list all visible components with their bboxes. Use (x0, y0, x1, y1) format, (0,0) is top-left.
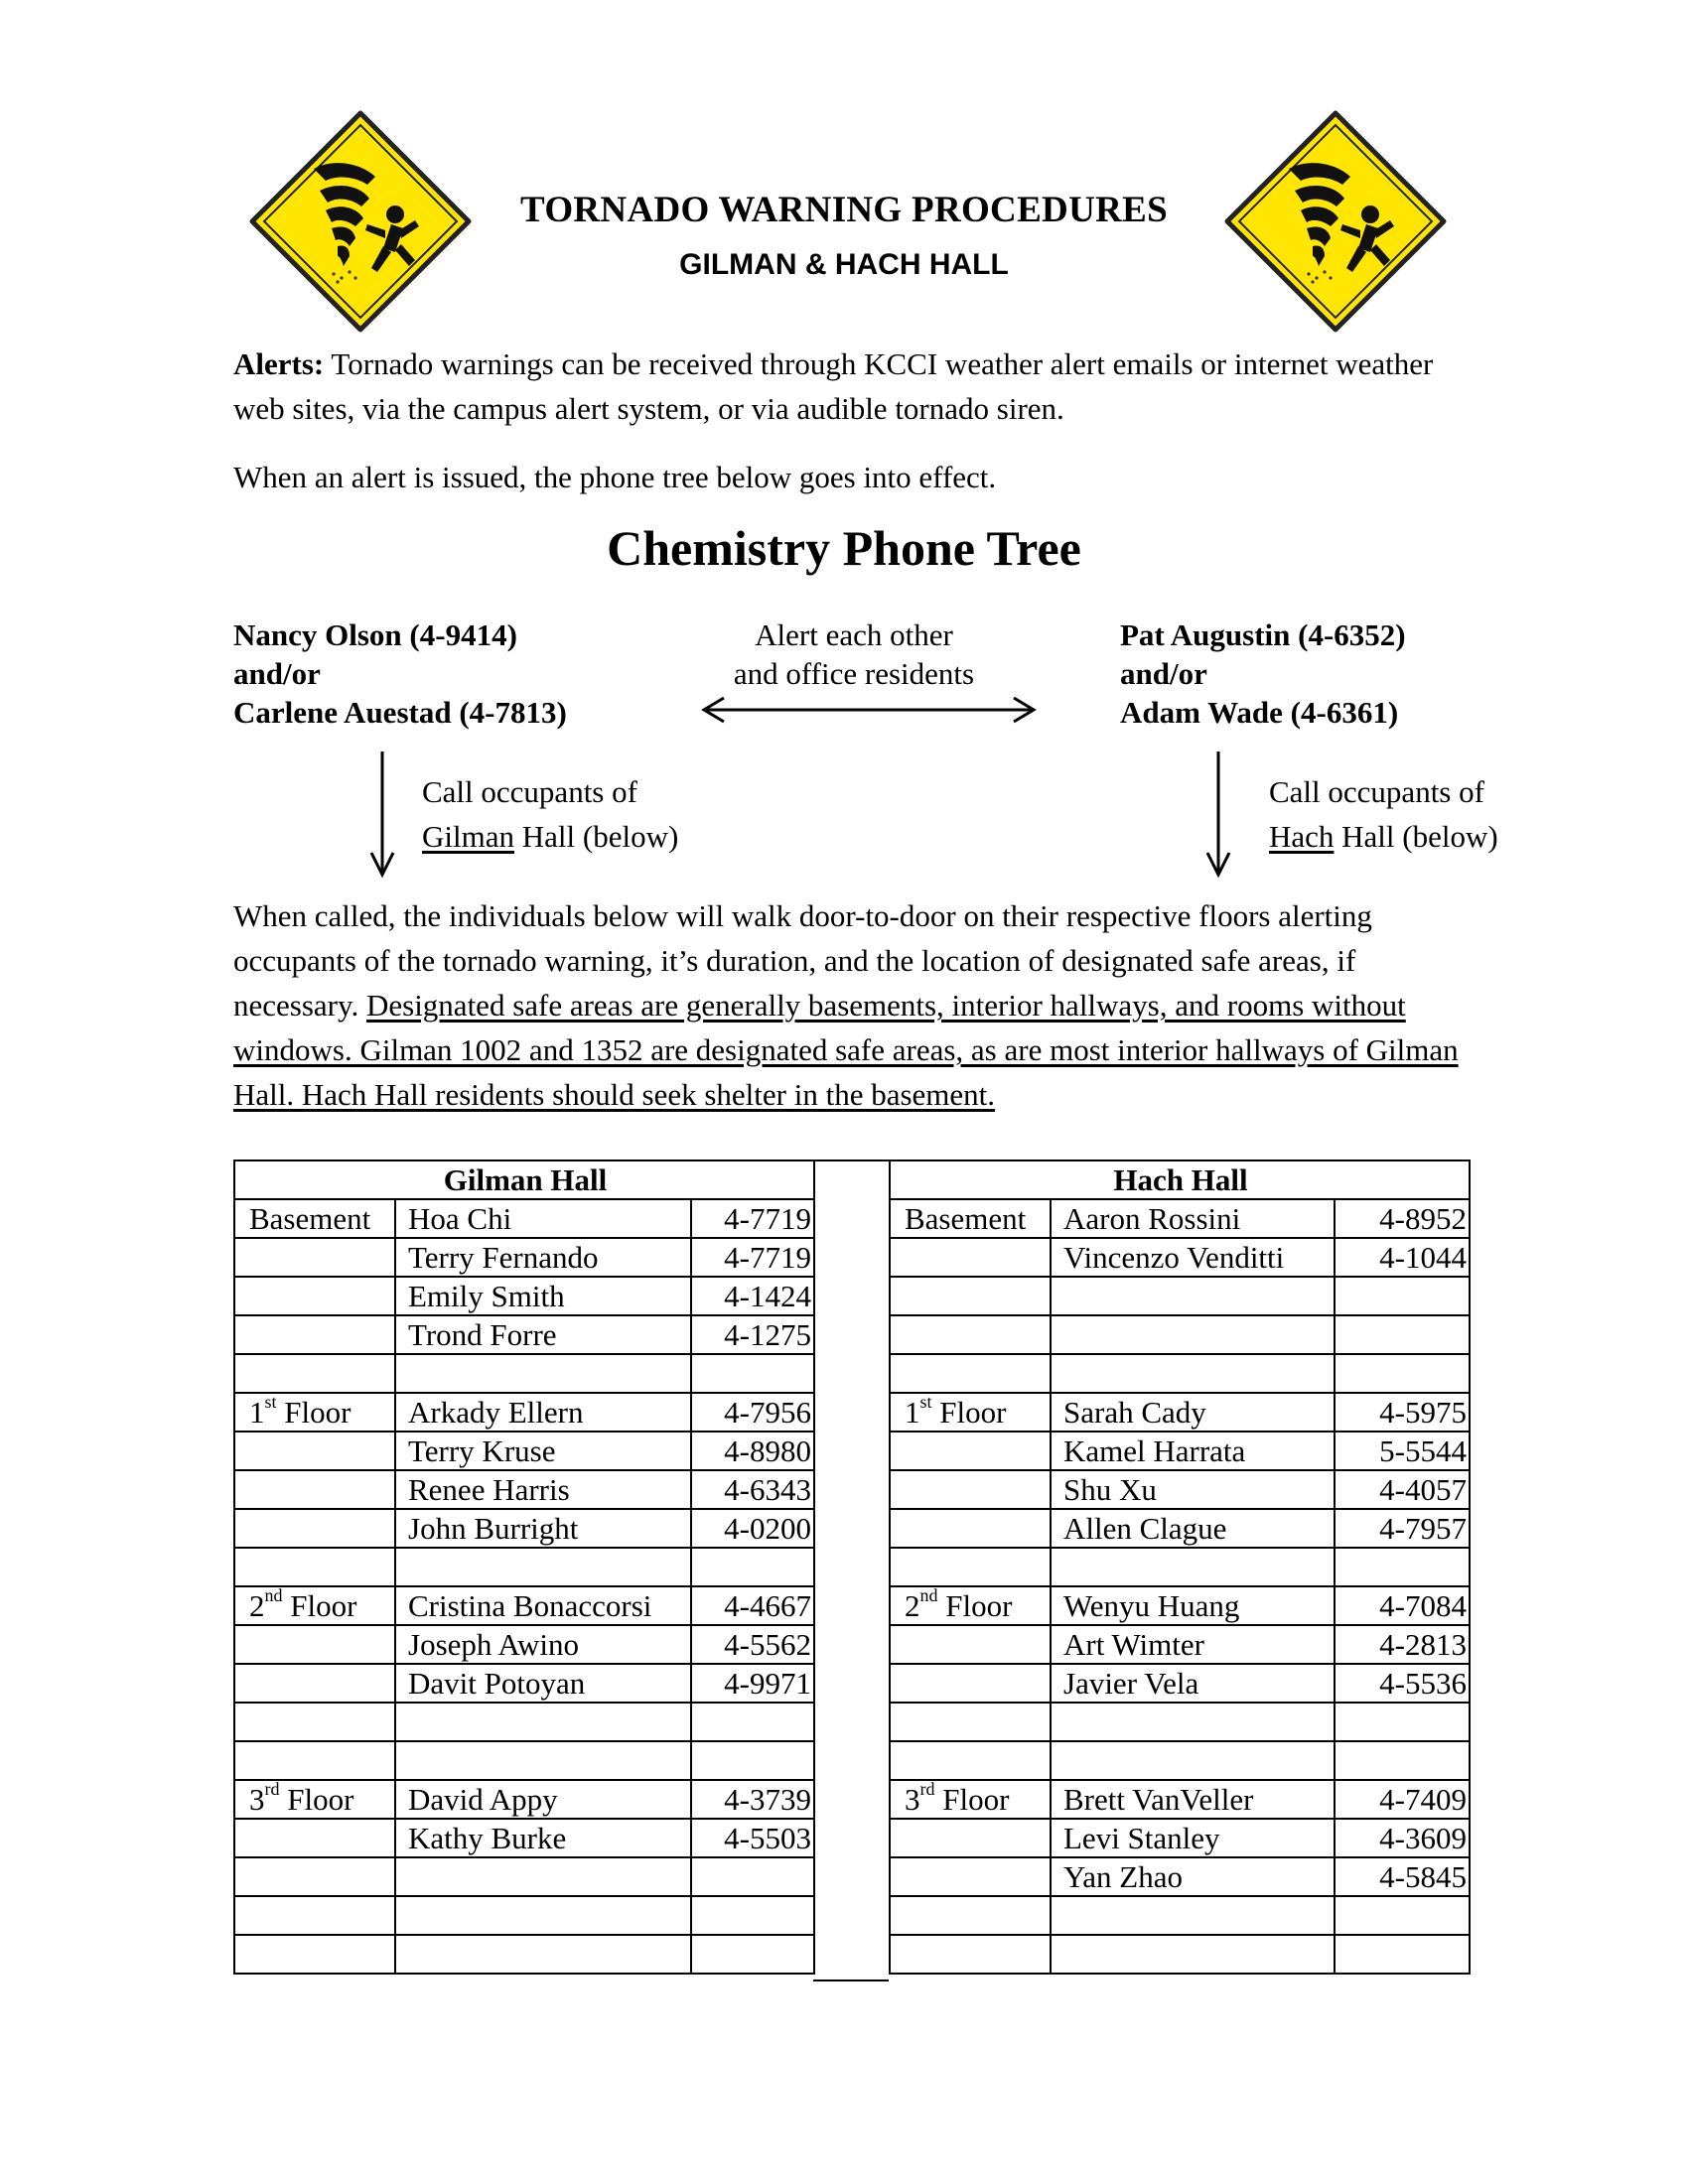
table-row (234, 1664, 814, 1703)
floor-suffix: Floor (276, 1395, 352, 1430)
name-cell: Vincenzo Venditti (1051, 1238, 1335, 1277)
table-row (234, 1625, 814, 1664)
table-row (890, 1664, 1470, 1703)
phone-cell (691, 1741, 814, 1780)
table-row (890, 1586, 1470, 1625)
right-call-rest: Hall (below) (1334, 819, 1498, 854)
name-cell: Art Wimter (1051, 1625, 1335, 1664)
name-cell: Renee Harris (395, 1470, 691, 1509)
phone-cell (1335, 1896, 1470, 1935)
table-row (234, 1509, 814, 1548)
floor-cell (234, 1199, 395, 1238)
floor-ordinal: rd (264, 1778, 280, 1799)
table-row (890, 1509, 1470, 1548)
table-row (890, 1896, 1470, 1935)
floor-cell (234, 1277, 395, 1315)
phone-cell: 4-1044 (1335, 1238, 1470, 1277)
name-cell: Arkady Ellern (395, 1393, 691, 1432)
alerts-text: Tornado warnings can be received through KCCI weather alert emails or internet weather web sites, via the campus alert system, or via audible tornado siren. (233, 346, 1434, 426)
name-cell: David Appy (395, 1780, 691, 1819)
page-subtitle: GILMAN & HACH HALL (679, 248, 1009, 281)
floor-cell (234, 1315, 395, 1354)
table-row (234, 1393, 814, 1432)
instructions-plain: When called, the individuals below will walk door-to-door on their respective floors alerting occupants of the tornado warning, it’s duration, and the location of designated safe areas, if necessary. (233, 898, 1372, 1023)
table-row (234, 1277, 814, 1315)
floor-label: 2 (905, 1588, 920, 1623)
floor-cell (234, 1354, 395, 1393)
floor-label: Basement (905, 1201, 1027, 1236)
floor-cell (234, 1470, 395, 1509)
table-row (890, 1393, 1470, 1432)
name-cell: Aaron Rossini (1051, 1199, 1335, 1238)
phone-cell: 4-9971 (691, 1664, 814, 1703)
phone-cell: 4-5845 (1335, 1857, 1470, 1896)
table-row (234, 1238, 814, 1277)
floor-cell (890, 1509, 1051, 1548)
floor-cell (890, 1199, 1051, 1238)
phone-cell: 4-5503 (691, 1819, 814, 1857)
phone-cell (691, 1857, 814, 1896)
phone-cell: 4-5562 (691, 1625, 814, 1664)
table-row (890, 1315, 1470, 1354)
floor-cell (890, 1393, 1051, 1432)
alerts-paragraph (233, 341, 1484, 431)
alert-effect-text: When an alert is issued, the phone tree below goes into effect. (233, 460, 997, 494)
name-cell (1051, 1315, 1335, 1354)
phone-tree-title: Chemistry Phone Tree (607, 520, 1081, 576)
gilman-hall-table (233, 1160, 815, 1975)
down-arrow-icon-right (1203, 750, 1233, 879)
name-cell (1051, 1703, 1335, 1741)
left-call-note (422, 769, 678, 859)
floor-label: 1 (905, 1395, 920, 1430)
floor-cell (234, 1819, 395, 1857)
name-cell (395, 1703, 691, 1741)
table-row (890, 1548, 1470, 1586)
name-cell: Terry Kruse (395, 1432, 691, 1470)
name-cell: Kathy Burke (395, 1819, 691, 1857)
table-row (890, 1703, 1470, 1741)
phone-cell (1335, 1277, 1470, 1315)
phone-cell: 4-7719 (691, 1199, 814, 1238)
floor-cell (234, 1741, 395, 1780)
name-cell: Javier Vela (1051, 1664, 1335, 1703)
phone-cell: 5-5544 (1335, 1432, 1470, 1470)
name-cell (1051, 1277, 1335, 1315)
floor-cell (890, 1703, 1051, 1741)
alert-each-other-note (695, 615, 1013, 693)
instructions-paragraph (233, 893, 1484, 1117)
left-call-line-1: Call occupants of (422, 774, 637, 809)
middle-note-line-2: and office residents (733, 656, 975, 691)
phone-cell: 4-7084 (1335, 1586, 1470, 1625)
table-row (234, 1470, 814, 1509)
floor-suffix: Floor (282, 1588, 357, 1623)
table-row (890, 1625, 1470, 1664)
alerts-label: Alerts: (233, 346, 325, 381)
floor-cell (890, 1935, 1051, 1974)
floor-cell (890, 1896, 1051, 1935)
left-call-hall: Gilman (422, 819, 514, 854)
left-contact-2: Carlene Auestad (4-7813) (233, 695, 567, 730)
name-cell: Kamel Harrata (1051, 1432, 1335, 1470)
name-cell (395, 1354, 691, 1393)
table-row (234, 1857, 814, 1896)
name-cell (395, 1857, 691, 1896)
phone-cell: 4-5975 (1335, 1393, 1470, 1432)
hach-header-row (890, 1160, 1470, 1199)
name-cell: Levi Stanley (1051, 1819, 1335, 1857)
name-cell: Emily Smith (395, 1277, 691, 1315)
floor-cell (234, 1548, 395, 1586)
phone-cell: 4-1424 (691, 1277, 814, 1315)
left-call-rest: Hall (below) (514, 819, 679, 854)
name-cell: Brett VanVeller (1051, 1780, 1335, 1819)
phone-cell (691, 1354, 814, 1393)
table-gap-column (813, 1160, 889, 1981)
down-arrow-icon-left (367, 750, 397, 879)
floor-cell (890, 1470, 1051, 1509)
name-cell: Wenyu Huang (1051, 1586, 1335, 1625)
floor-cell (234, 1586, 395, 1625)
name-cell: Shu Xu (1051, 1470, 1335, 1509)
name-cell (1051, 1354, 1335, 1393)
floor-cell (890, 1432, 1051, 1470)
table-row (234, 1780, 814, 1819)
table-row (890, 1819, 1470, 1857)
hach-hall-table (889, 1160, 1471, 1975)
table-row (890, 1238, 1470, 1277)
phone-cell (691, 1703, 814, 1741)
floor-cell (890, 1741, 1051, 1780)
floor-cell (890, 1354, 1051, 1393)
floor-cell (234, 1703, 395, 1741)
table-row (890, 1277, 1470, 1315)
phone-cell: 4-3739 (691, 1780, 814, 1819)
phone-cell (691, 1896, 814, 1935)
table-row (234, 1896, 814, 1935)
floor-suffix: Floor (931, 1395, 1007, 1430)
phone-cell (1335, 1548, 1470, 1586)
gilman-header-row (234, 1160, 814, 1199)
phone-cell: 4-0200 (691, 1509, 814, 1548)
floor-cell (890, 1664, 1051, 1703)
instructions-underlined: Designated safe areas are generally basements, interior hallways, and rooms without windows. Gilman 1002 and 1352 are designated safe areas, as are most interior hallways of Gilman Hall. Hach Hall residents should seek shelter in the basement. (233, 988, 1459, 1112)
floor-cell (234, 1935, 395, 1974)
table-row (234, 1703, 814, 1741)
floor-cell (890, 1819, 1051, 1857)
name-cell: Sarah Cady (1051, 1393, 1335, 1432)
right-call-hall: Hach (1269, 819, 1335, 854)
floor-cell (234, 1509, 395, 1548)
name-cell: Terry Fernando (395, 1238, 691, 1277)
table-row (234, 1315, 814, 1354)
floor-cell (890, 1625, 1051, 1664)
table-row (890, 1470, 1470, 1509)
page-title: TORNADO WARNING PROCEDURES (520, 190, 1168, 230)
phone-cell (691, 1548, 814, 1586)
name-cell: John Burright (395, 1509, 691, 1548)
phone-cell: 4-7956 (691, 1393, 814, 1432)
floor-cell (890, 1586, 1051, 1625)
right-contact-andor: and/or (1120, 656, 1207, 691)
floor-cell (234, 1896, 395, 1935)
phone-cell: 4-4667 (691, 1586, 814, 1625)
floor-cell (890, 1315, 1051, 1354)
phone-cell (1335, 1354, 1470, 1393)
table-row (890, 1935, 1470, 1974)
floor-label: 1 (249, 1395, 265, 1430)
middle-note-line-1: Alert each other (755, 617, 953, 652)
phone-cell: 4-7409 (1335, 1780, 1470, 1819)
table-row (890, 1354, 1470, 1393)
floor-cell (234, 1393, 395, 1432)
floor-suffix: Floor (934, 1782, 1010, 1817)
name-cell (1051, 1935, 1335, 1974)
table-row (234, 1354, 814, 1393)
name-cell (395, 1548, 691, 1586)
table-row (890, 1432, 1470, 1470)
floor-cell (890, 1277, 1051, 1315)
table-row (890, 1741, 1470, 1780)
name-cell (395, 1935, 691, 1974)
table-row (234, 1741, 814, 1780)
floor-ordinal: nd (919, 1584, 938, 1605)
name-cell: Hoa Chi (395, 1199, 691, 1238)
phone-cell (1335, 1315, 1470, 1354)
floor-ordinal: rd (919, 1778, 935, 1799)
floor-cell (234, 1238, 395, 1277)
phone-cell: 4-8980 (691, 1432, 814, 1470)
left-contacts (233, 615, 567, 732)
table-row (890, 1199, 1470, 1238)
floor-label: 3 (249, 1782, 265, 1817)
phone-cell (691, 1935, 814, 1974)
right-contact-2: Adam Wade (4-6361) (1120, 695, 1399, 730)
name-cell: Davit Potoyan (395, 1664, 691, 1703)
floor-cell (234, 1625, 395, 1664)
floor-ordinal: st (264, 1391, 277, 1412)
name-cell (1051, 1896, 1335, 1935)
double-arrow-icon (700, 695, 1038, 725)
phone-cell: 4-8952 (1335, 1199, 1470, 1238)
name-cell (395, 1896, 691, 1935)
floor-label: Basement (249, 1201, 371, 1236)
phone-cell (1335, 1741, 1470, 1780)
hach-title: Hach Hall (890, 1160, 1470, 1199)
floor-cell (890, 1857, 1051, 1896)
floor-label: 3 (905, 1782, 920, 1817)
right-call-line-1: Call occupants of (1269, 774, 1484, 809)
name-cell (1051, 1741, 1335, 1780)
floor-cell (890, 1780, 1051, 1819)
name-cell (1051, 1548, 1335, 1586)
floor-cell (890, 1238, 1051, 1277)
floor-cell (234, 1432, 395, 1470)
right-call-note (1269, 769, 1498, 859)
phone-cell (1335, 1703, 1470, 1741)
name-cell: Yan Zhao (1051, 1857, 1335, 1896)
floor-cell (234, 1857, 395, 1896)
phone-cell: 4-6343 (691, 1470, 814, 1509)
phone-cell: 4-3609 (1335, 1819, 1470, 1857)
phone-cell: 4-1275 (691, 1315, 814, 1354)
floor-cell (234, 1780, 395, 1819)
table-row (234, 1819, 814, 1857)
name-cell: Joseph Awino (395, 1625, 691, 1664)
floor-cell (890, 1548, 1051, 1586)
right-contact-1: Pat Augustin (4-6352) (1120, 617, 1406, 652)
name-cell: Cristina Bonaccorsi (395, 1586, 691, 1625)
floor-suffix: Floor (937, 1588, 1013, 1623)
left-contact-1: Nancy Olson (4-9414) (233, 617, 517, 652)
floor-ordinal: st (919, 1391, 932, 1412)
table-row (234, 1935, 814, 1974)
table-row (890, 1857, 1470, 1896)
table-row (234, 1548, 814, 1586)
table-row (890, 1780, 1470, 1819)
right-contacts (1120, 615, 1406, 732)
left-contact-andor: and/or (233, 656, 321, 691)
phone-cell: 4-2813 (1335, 1625, 1470, 1664)
name-cell (395, 1741, 691, 1780)
phone-cell: 4-4057 (1335, 1470, 1470, 1509)
phone-cell: 4-7719 (691, 1238, 814, 1277)
phone-cell (1335, 1935, 1470, 1974)
table-row (234, 1586, 814, 1625)
name-cell: Allen Clague (1051, 1509, 1335, 1548)
phone-cell: 4-5536 (1335, 1664, 1470, 1703)
table-row (234, 1199, 814, 1238)
floor-label: 2 (249, 1588, 265, 1623)
table-row (234, 1432, 814, 1470)
floor-cell (234, 1664, 395, 1703)
name-cell: Trond Forre (395, 1315, 691, 1354)
gilman-title: Gilman Hall (234, 1160, 814, 1199)
phone-cell: 4-7957 (1335, 1509, 1470, 1548)
floor-ordinal: nd (264, 1584, 283, 1605)
floor-suffix: Floor (279, 1782, 354, 1817)
